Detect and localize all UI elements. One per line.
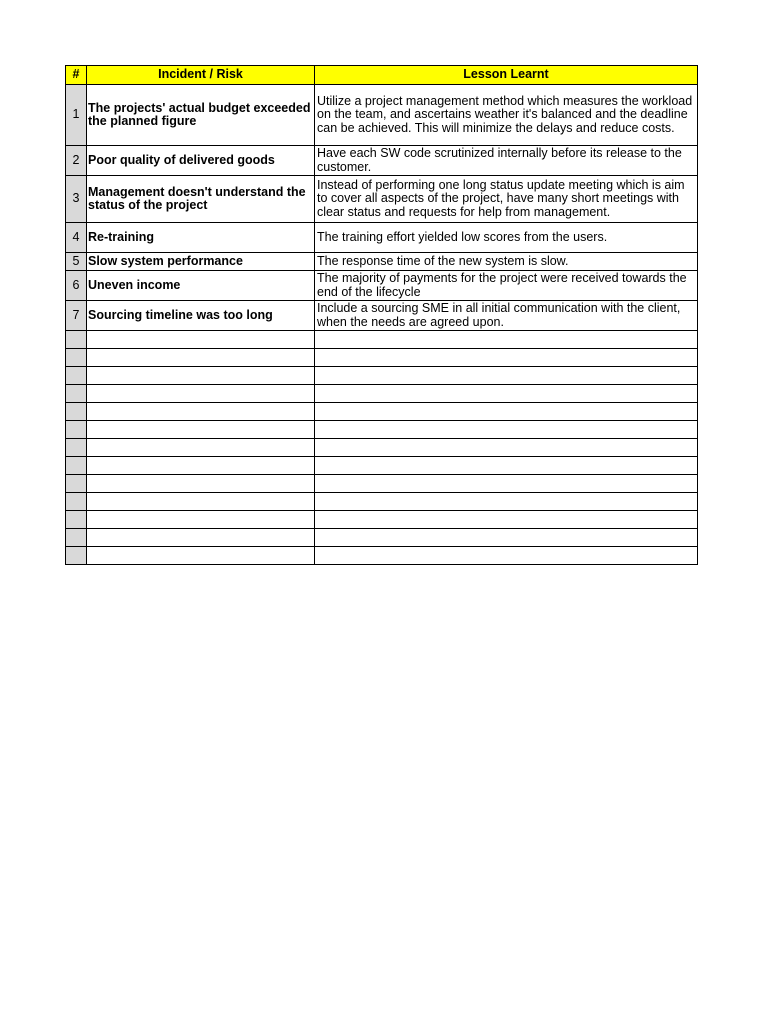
incident-cell: [87, 457, 315, 475]
lesson-cell: [315, 511, 698, 529]
lesson-cell: [315, 367, 698, 385]
lesson-cell: Include a sourcing SME in all initial communication with the client, when the needs are agreed upon.: [315, 301, 698, 331]
incident-cell: Re-training: [87, 223, 315, 253]
lesson-cell: [315, 349, 698, 367]
empty-table-row: [66, 385, 698, 403]
row-number: [66, 493, 87, 511]
empty-table-row: [66, 367, 698, 385]
incident-cell: The projects' actual budget exceeded the planned figure: [87, 85, 315, 146]
lesson-cell: [315, 331, 698, 349]
table-row: [66, 253, 698, 271]
table-row: [66, 271, 698, 301]
empty-table-row: [66, 529, 698, 547]
incident-cell: Management doesn't understand the status of the project: [87, 176, 315, 223]
incident-cell: [87, 439, 315, 457]
row-number: [66, 403, 87, 421]
lesson-cell: Utilize a project management method which measures the workload on the team, and ascertains weather it's balanced and the deadline can be achieved. This will minimize the delays and reduce costs.: [315, 85, 698, 146]
empty-table-row: [66, 511, 698, 529]
incident-cell: [87, 331, 315, 349]
header-number: #: [66, 66, 87, 85]
empty-table-row: [66, 421, 698, 439]
row-number: 4: [66, 223, 87, 253]
lesson-cell: [315, 421, 698, 439]
row-number: [66, 367, 87, 385]
row-number: [66, 439, 87, 457]
row-number: 7: [66, 301, 87, 331]
lesson-cell: The majority of payments for the project were received towards the end of the lifecycle: [315, 271, 698, 301]
row-number: [66, 421, 87, 439]
empty-table-row: [66, 349, 698, 367]
incident-cell: Slow system performance: [87, 253, 315, 271]
lesson-cell: [315, 457, 698, 475]
table-row: [66, 223, 698, 253]
row-number: [66, 475, 87, 493]
incident-cell: [87, 547, 315, 565]
empty-rows-group: [66, 331, 698, 565]
lesson-cell: Instead of performing one long status update meeting which is aim to cover all aspects of the project, have many short meetings with clear status and requests for help from management.: [315, 176, 698, 223]
lessons-learnt-table: [65, 65, 698, 565]
lesson-cell: [315, 403, 698, 421]
incident-cell: [87, 421, 315, 439]
row-number: [66, 511, 87, 529]
empty-table-row: [66, 493, 698, 511]
empty-table-row: [66, 403, 698, 421]
row-number: 6: [66, 271, 87, 301]
row-number: [66, 385, 87, 403]
row-number: [66, 529, 87, 547]
empty-table-row: [66, 547, 698, 565]
incident-cell: [87, 511, 315, 529]
empty-table-row: [66, 439, 698, 457]
table-row: [66, 176, 698, 223]
incident-cell: [87, 475, 315, 493]
lesson-cell: [315, 439, 698, 457]
lesson-cell: [315, 529, 698, 547]
incident-cell: [87, 529, 315, 547]
lesson-cell: [315, 547, 698, 565]
incident-cell: [87, 367, 315, 385]
table-row: [66, 301, 698, 331]
row-number: [66, 457, 87, 475]
table-row: [66, 85, 698, 146]
empty-table-row: [66, 457, 698, 475]
empty-table-row: [66, 331, 698, 349]
row-number: [66, 349, 87, 367]
lessons-learnt-sheet: [65, 65, 697, 565]
row-number: 2: [66, 146, 87, 176]
row-number: 3: [66, 176, 87, 223]
row-number: [66, 331, 87, 349]
lesson-cell: Have each SW code scrutinized internally before its release to the customer.: [315, 146, 698, 176]
incident-cell: [87, 493, 315, 511]
incident-cell: [87, 403, 315, 421]
lesson-cell: The training effort yielded low scores from the users.: [315, 223, 698, 253]
header-lesson-learnt: Lesson Learnt: [315, 66, 698, 85]
header-row: [66, 66, 698, 85]
lesson-cell: The response time of the new system is slow.: [315, 253, 698, 271]
incident-cell: Sourcing timeline was too long: [87, 301, 315, 331]
header-incident-risk: Incident / Risk: [87, 66, 315, 85]
lesson-cell: [315, 475, 698, 493]
row-number: 1: [66, 85, 87, 146]
incident-cell: Uneven income: [87, 271, 315, 301]
row-number: [66, 547, 87, 565]
table-row: [66, 146, 698, 176]
lesson-cell: [315, 385, 698, 403]
empty-table-row: [66, 475, 698, 493]
incident-cell: [87, 349, 315, 367]
row-number: 5: [66, 253, 87, 271]
lesson-cell: [315, 493, 698, 511]
incident-cell: [87, 385, 315, 403]
incident-cell: Poor quality of delivered goods: [87, 146, 315, 176]
